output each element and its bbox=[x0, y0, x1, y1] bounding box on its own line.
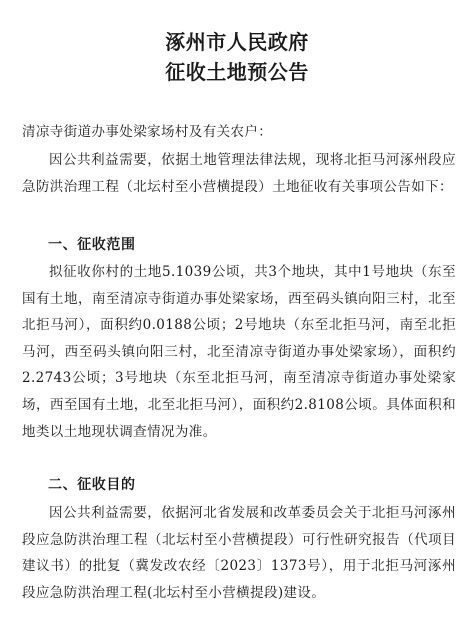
document-title-line2: 征收土地预公告 bbox=[165, 60, 309, 84]
section-heading-scope: 一、征收范围 bbox=[48, 237, 136, 253]
intro-paragraph: 因公共利益需要，依据土地管理法律法规，现将北拒马河涿州段应急防洪治理工程（北坛村至小营横提段）土地征收有关事项公告如下： bbox=[22, 152, 456, 195]
document-title-line1: 涿州市人民政府 bbox=[165, 30, 309, 54]
purpose-paragraph: 因公共利益需要，依据河北省发展和改革委员会关于北拒马河涿州段应急防洪治理工程（北坛村至小营横提段）可行性研究报告（代项目建议书）的批复（冀发改农经〔2023〕1373号），用于北拒马河涿州段应急防洪治理工程(北坛村至小营横提段)建设。 bbox=[22, 505, 456, 601]
section-heading-purpose: 二、征收目的 bbox=[48, 477, 136, 493]
addressee: 清凉寺街道办事处梁家场村及有关农户： bbox=[22, 124, 273, 140]
scope-paragraph: 拟征收你村的土地5.1039公顷，共3个地块，其中1号地块（东至国有土地，南至清凉寺街道办事处梁家场，西至码头镇向阳三村，北至北拒马河），面积约0.0188公顷；2号地块（东至北拒马河，南至北拒马河，西至码头镇向阳三村，北至清凉寺街道办事处梁家场），面积约2.2743公顷；3号地块（东至北拒马河，南至清凉寺街道办事处梁家场，西至国有土地，北至北拒马河），面积约2.8108公顷。具体面积和地类以土地现状调查情况为准。 bbox=[22, 264, 456, 440]
